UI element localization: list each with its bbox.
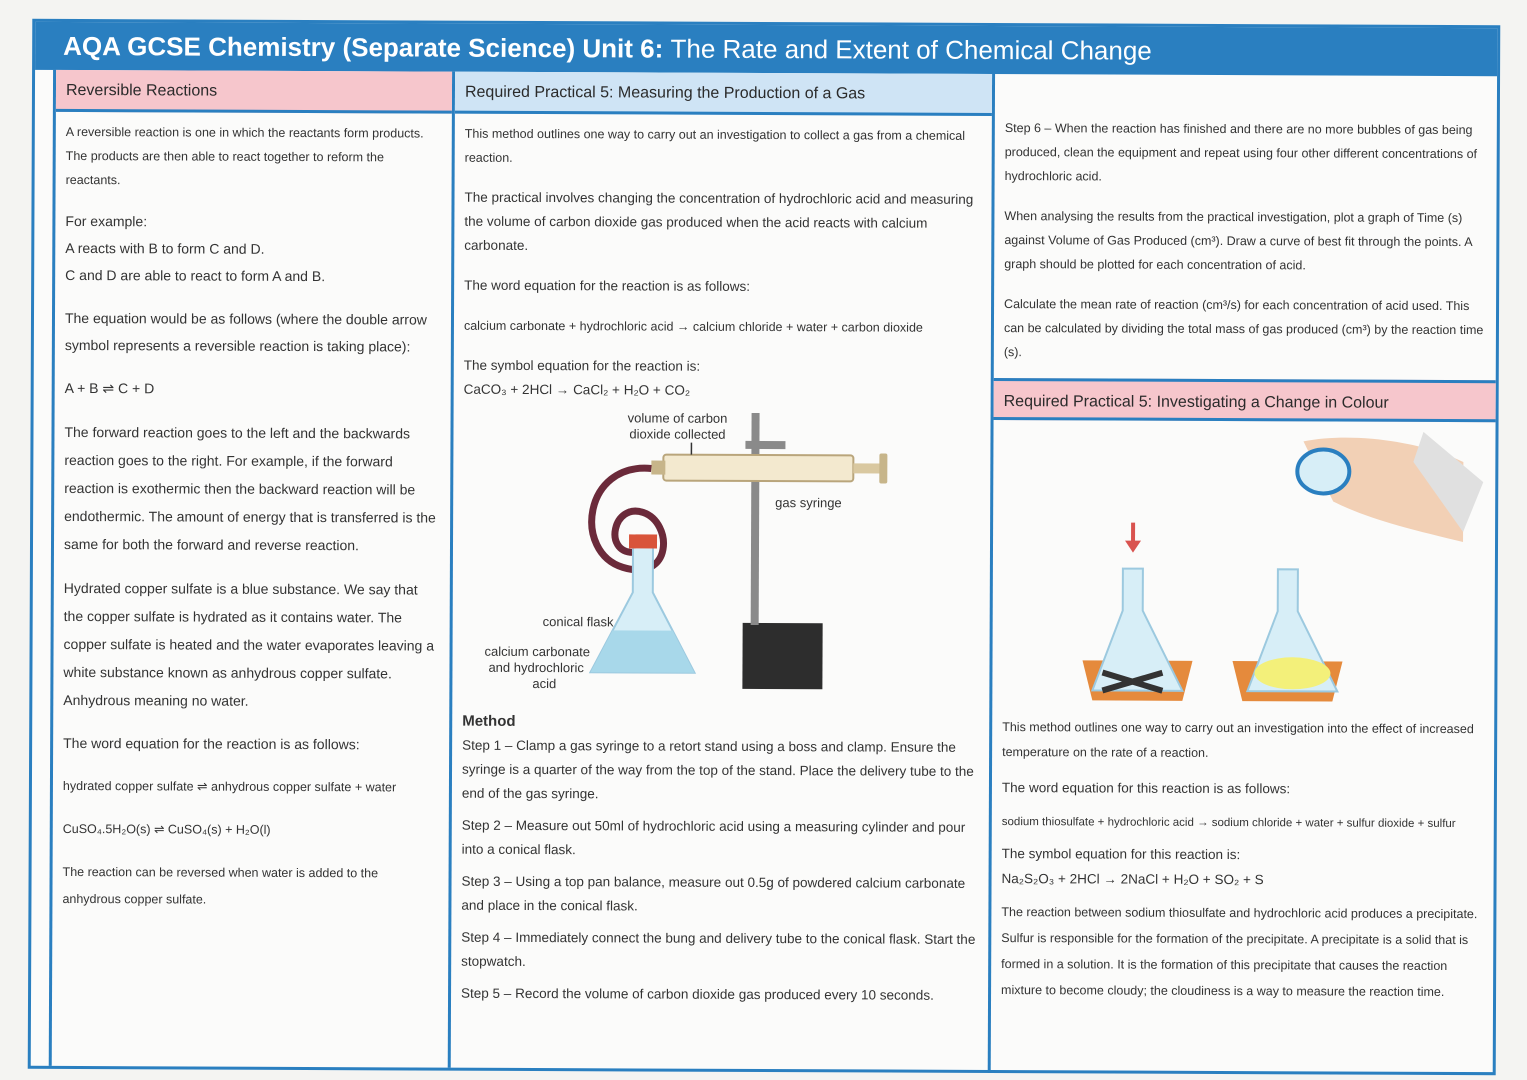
- boss-clamp: [745, 441, 785, 449]
- colour-method-intro: This method outlines one way to carry out an investigation into the effect of increased temperature on the rate of a reaction.: [1002, 720, 1474, 760]
- goggles-icon: [1297, 449, 1349, 493]
- word-equation-label: The word equation for the reaction is as follows:: [63, 734, 360, 753]
- thio-word-equation: sodium thiosulfate + hydrochloric acid → sodium chloride + water + sulfur dioxide + sulfur: [1001, 816, 1456, 831]
- gas-practical-heading: Required Practical 5: Measuring the Production of a Gas: [455, 72, 992, 116]
- syringe-plunger: [853, 463, 881, 473]
- stand-base: [742, 623, 822, 689]
- method-step-5: Step 5 – Record the volume of carbon dioxide gas produced every 10 seconds.: [461, 985, 934, 1003]
- label-contents-3: acid: [532, 675, 557, 692]
- equation-explanation: The equation would be as follows (where the double arrow symbol represents a reversible reaction is taking place):: [64, 309, 427, 355]
- column-gas-production: [451, 72, 995, 1070]
- syringe-nozzle: [651, 461, 665, 475]
- gas-word-equation-label: The word equation for the reaction is as follows:: [464, 277, 751, 294]
- method-step-4: Step 4 – Immediately connect the bung and delivery tube to the conical flask. Start the stopwatch.: [461, 929, 976, 969]
- method-step-3: Step 3 – Using a top pan balance, measure out 0.5g of powdered calcium carbonate and place in the conical flask.: [461, 873, 966, 914]
- label-conical-flask: conical flask: [542, 614, 614, 630]
- graph-paragraph: When analysing the results from the practical investigation, plot a graph of Time (s) against Volume of Gas Produced (cm³). Draw a curve of best fit through the points. A graph should be plotted for each concentration of acid.: [1004, 209, 1472, 273]
- reversible-reactions-body: [52, 112, 452, 939]
- analysis-body: [994, 74, 1497, 380]
- equation-abcd: A + B ⇌ C + D: [64, 379, 155, 397]
- reversible-reactions-heading: Reversible Reactions: [56, 70, 452, 114]
- thio-word-equation-label: The word equation for this reaction is as follows:: [1001, 780, 1291, 797]
- gas-intro: This method outlines one way to carry out an investigation to collect a gas from a chemical reaction.: [464, 126, 966, 165]
- page-title: [35, 22, 1497, 76]
- plunger-handle: [879, 454, 887, 484]
- knowledge-organiser-sheet: [28, 19, 1501, 1075]
- label-contents-2: and hydrochloric: [488, 659, 584, 676]
- colour-practical-heading: Required Practical 5: Investigating a Change in Colour: [994, 378, 1496, 422]
- title-bold: AQA GCSE Chemistry (Separate Science) Unit 6:: [63, 30, 664, 64]
- colour-practical-body: [991, 715, 1494, 1029]
- flask-liquid: [590, 630, 694, 672]
- bung: [629, 534, 657, 548]
- thio-symbol-equation: Na₂S₂O₃ + 2HCl → 2NaCl + H₂O + SO₂ + S: [1001, 871, 1264, 888]
- example-label: For example:: [65, 212, 148, 230]
- arrow-head: [1125, 541, 1141, 553]
- label-gas-syringe: gas syringe: [775, 495, 842, 511]
- title-light: The Rate and Extent of Chemical Change: [670, 33, 1152, 66]
- copper-sulfate-paragraph: Hydrated copper sulfate is a blue substance. We say that the copper sulfate is hydrated as it contains water. The copper sulfate is heated and the water evaporates leaving a white substance known as anhydrous copper sulfate. Anhydrous meaning no water.: [63, 579, 435, 709]
- gas-word-equation: calcium carbonate + hydrochloric acid → calcium chloride + water + carbon dioxide: [463, 318, 923, 335]
- label-volume-collected: volume of carbon: [627, 410, 728, 426]
- reverse-paragraph: The reaction can be reversed when water is added to the anhydrous copper sulfate.: [62, 864, 379, 907]
- gas-symbol-equation: CaCO₃ + 2HCl → CaCl₂ + H₂O + CO₂: [463, 381, 691, 398]
- method-heading: Method: [462, 712, 516, 730]
- forward-backward-paragraph: The forward reaction goes to the left and the backwards reaction goes to the right. For example, if the forward reaction is exothermic then the backward reaction will be endothermic. The amount of energy that is transferred is the same for both the forward and reverse reaction.: [63, 423, 436, 554]
- copper-word-equation: hydrated copper sulfate ⇌ anhydrous copper sulfate + water: [62, 778, 397, 795]
- example-line-1: A reacts with B to form C and D.: [65, 239, 265, 257]
- precipitate-paragraph: The reaction between sodium thiosulfate and hydrochloric acid produces a precipitate. Sulfur is responsible for the formation of the precipitate. A precipitate is a solid that is formed in a solution. It is the formation of this precipitate that causes the reaction mixture to become cloudy; the cloudiness is a way to measure the reaction time.: [1001, 905, 1478, 999]
- column-analysis-colour: [991, 74, 1497, 1072]
- gas-practical-body: [451, 114, 992, 1016]
- method-step-2: Step 2 – Measure out 50ml of hydrochloric acid using a measuring cylinder and pour into a conical flask.: [461, 817, 966, 858]
- gas-practical-description: The practical involves changing the concentration of hydrochloric acid and measuring the volume of carbon dioxide gas produced when the acid reacts with calcium carbonate.: [464, 189, 974, 253]
- label-contents-1: calcium carbonate: [484, 643, 591, 660]
- gas-syringe-diagram: [462, 402, 981, 704]
- gas-symbol-equation-label: The symbol equation for the reaction is:: [463, 357, 701, 374]
- intro-paragraph: A reversible reaction is one in which the reactants form products. The products are then able to react together to reform the reactants.: [65, 124, 424, 188]
- colour-change-diagram: [992, 420, 1493, 712]
- label-volume-collected-2: dioxide collected: [629, 426, 726, 442]
- syringe-barrel: [663, 455, 853, 482]
- thio-symbol-equation-label: The symbol equation for this reaction is:: [1001, 846, 1241, 863]
- method-step-1: Step 1 – Clamp a gas syringe to a retort stand using a boss and clamp. Ensure the syringe is a quarter of the way from the top of the stand. Place the delivery tube to the end of the gas syringe.: [461, 737, 974, 802]
- rate-paragraph: Calculate the mean rate of reaction (cm³/s) for each concentration of acid used. This can be calculated by dividing the total mass of gas produced (cm³) by the reaction time (s).: [1003, 297, 1484, 360]
- copper-symbol-equation: CuSO₄.5H₂O(s) ⇌ CuSO₄(s) + H₂O(l): [62, 821, 271, 837]
- example-line-2: C and D are able to react to form A and B.: [65, 266, 326, 285]
- column-reversible-reactions: [49, 70, 455, 1068]
- method-step-6: Step 6 – When the reaction has finished and there are no more bubbles of gas being produced, clean the equipment and repeat using four other different concentrations of hydrochloric acid.: [1004, 121, 1478, 184]
